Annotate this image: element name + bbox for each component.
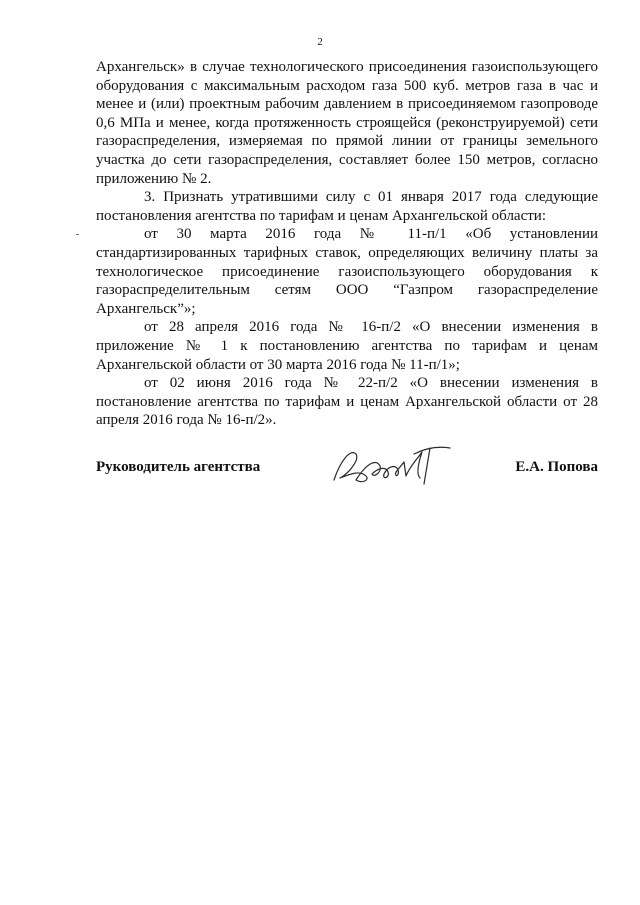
document-body bbox=[96, 58, 598, 430]
signature-block bbox=[96, 440, 598, 496]
margin-mark bbox=[76, 234, 79, 235]
signer-position: Руководитель агентства bbox=[96, 459, 261, 475]
handwritten-signature bbox=[326, 440, 456, 492]
paragraph-item-3: 3. Признать утратившими силу с 01 января 2017 года следующие постановления агентства по тарифам и ценам Архангельской области: bbox=[96, 189, 598, 224]
paragraph-continuation: Архангельск» в случае технологического присоединения газоиспользующего оборудования с максимальным расходом газа 500 куб. метров газа в час и менее и (или) проектным рабочим давлением в присоединяемом газопроводе 0,6 МПа и менее, когда протяженность строящейся (реконструируемой) сети газораспределения, измеряемая по прямой линии от границы земельного участка до сети газораспределения, составляет более 150 метров, согласно приложению № 2. bbox=[96, 59, 598, 187]
paragraph-resolution-11-p1: от 30 марта 2016 года № 11-п/1 «Об установлении стандартизированных тарифных ставок, определяющих величину платы за технологическое присоединение газоиспользующего оборудования к газораспределительным сетям ООО “Газпром газораспределение Архангельск”»; bbox=[96, 226, 598, 317]
paragraph-resolution-22-p2: от 02 июня 2016 года № 22-п/2 «О внесении изменения в постановление агентства по тарифам и ценам Архангельской области от 28 апреля 2016 года № 16-п/2». bbox=[96, 375, 598, 429]
page-number: 2 bbox=[317, 36, 323, 48]
signer-name: Е.А. Попова bbox=[515, 459, 598, 475]
paragraph-resolution-16-p2: от 28 апреля 2016 года № 16-п/2 «О внесении изменения в приложение № 1 к постановлению агентства по тарифам и ценам Архангельской области от 30 марта 2016 года № 11-п/1»; bbox=[96, 319, 598, 373]
